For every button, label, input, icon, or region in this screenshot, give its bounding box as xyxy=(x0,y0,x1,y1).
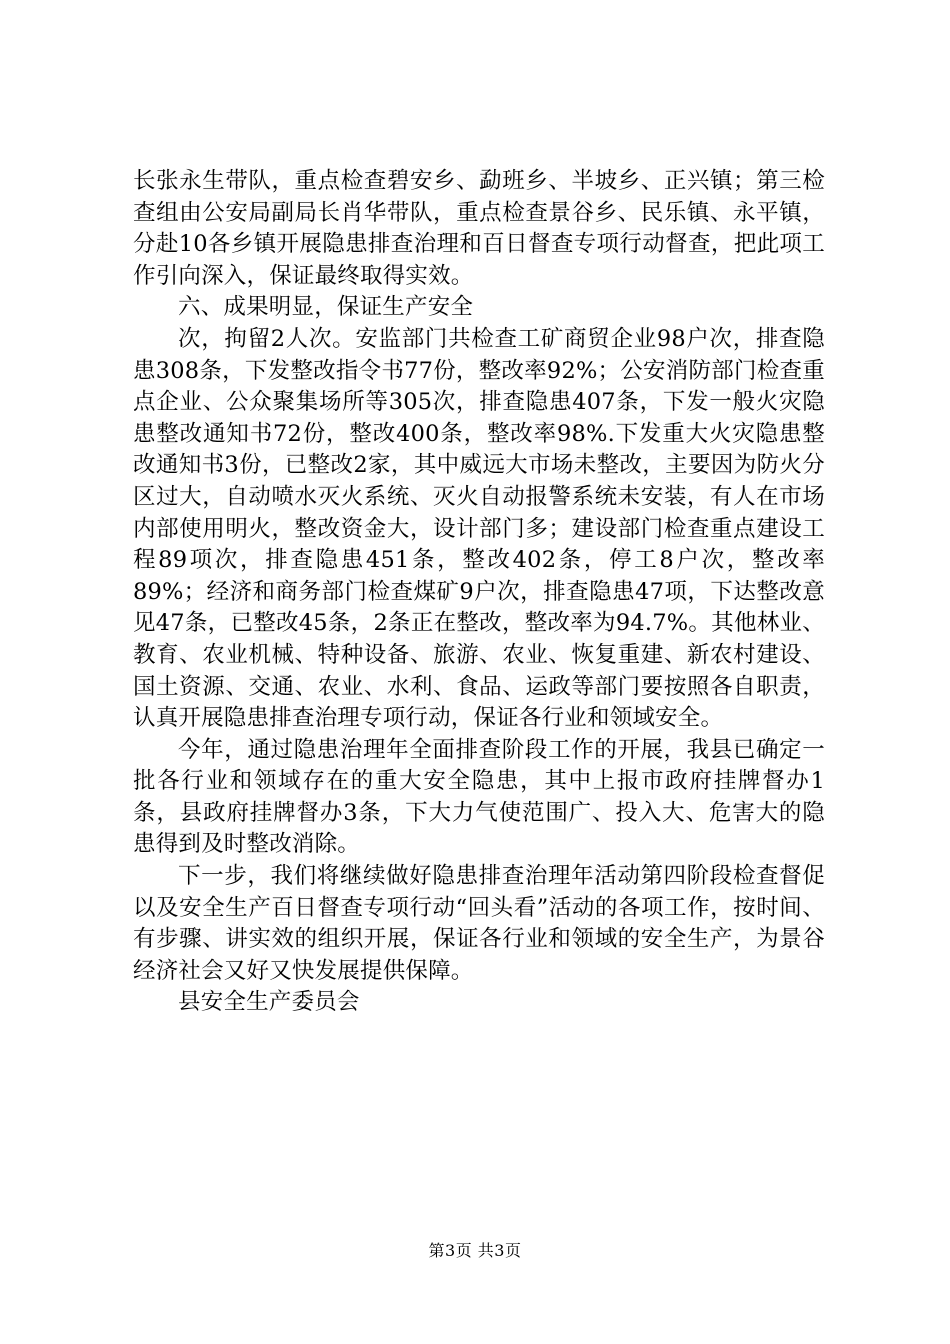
paragraph-inspection-groups: 长张永生带队，重点检查碧安乡、勐班乡、半坡乡、正兴镇；第三检查组由公安局副局长肖华带队，重点检查景谷乡、民乐镇、永平镇，分赴10各乡镇开展隐患排查治理和百日督查专项行动督查，把此项工作引向深入，保证最终取得实效。 xyxy=(133,168,825,289)
paragraph-this-year: 今年，通过隐患治理年全面排查阶段工作的开展，我县已确定一批各行业和领域存在的重大安全隐患，其中上报市政府挂牌督办1条，县政府挂牌督办3条，下大力气使范围广、投入大、危害大的隐患得到及时整改消除。 xyxy=(133,736,825,858)
signature-committee: 县安全生产委员会 xyxy=(178,989,360,1016)
section-heading-results: 六、成果明显，保证生产安全 xyxy=(178,294,474,321)
document-body xyxy=(133,166,825,1019)
page-footer xyxy=(0,1241,950,1261)
page-number-label: 第3页 共3页 xyxy=(428,1241,522,1260)
paragraph-statistics: 次，拘留2人次。安监部门共检查工矿商贸企业98户次，排查隐患308条，下发整改指令书77份，整改率92%；公安消防部门检查重点企业、公众聚集场所等305次，排查隐患407条，下发一般火灾隐患整改通知书72份，整改400条，整改率98%.下发重大火灾隐患整改通知书3份，已整改2家，其中威远大市场未整改，主要因为防火分区过大，自动喷水灭火系统、灭火自动报警系统未安装，有人在市场内部使用明火，整改资金大，设计部门多；建设部门检查重点建设工程89项次，排查隐患451条，整改402条，停工8户次，整改率89%；经济和商务部门检查煤矿9户次，排查隐患47项，下达整改意见47条，已整改45条，2条正在整改，整改率为94.7%。其他林业、教育、农业机械、特种设备、旅游、农业、恢复重建、新农村建设、国土资源、交通、农业、水利、食品、运政等部门要按照各自职责，认真开展隐患排查治理专项行动，保证各行业和领域安全。 xyxy=(133,325,825,732)
paragraph-next-step: 下一步，我们将继续做好隐患排查治理年活动第四阶段检查督促以及安全生产百日督查专项行动“回头看”活动的各项工作，按时间、有步骤、讲实效的组织开展，保证各行业和领域的安全生产，为景谷经济社会又好又快发展提供保障。 xyxy=(133,863,825,984)
